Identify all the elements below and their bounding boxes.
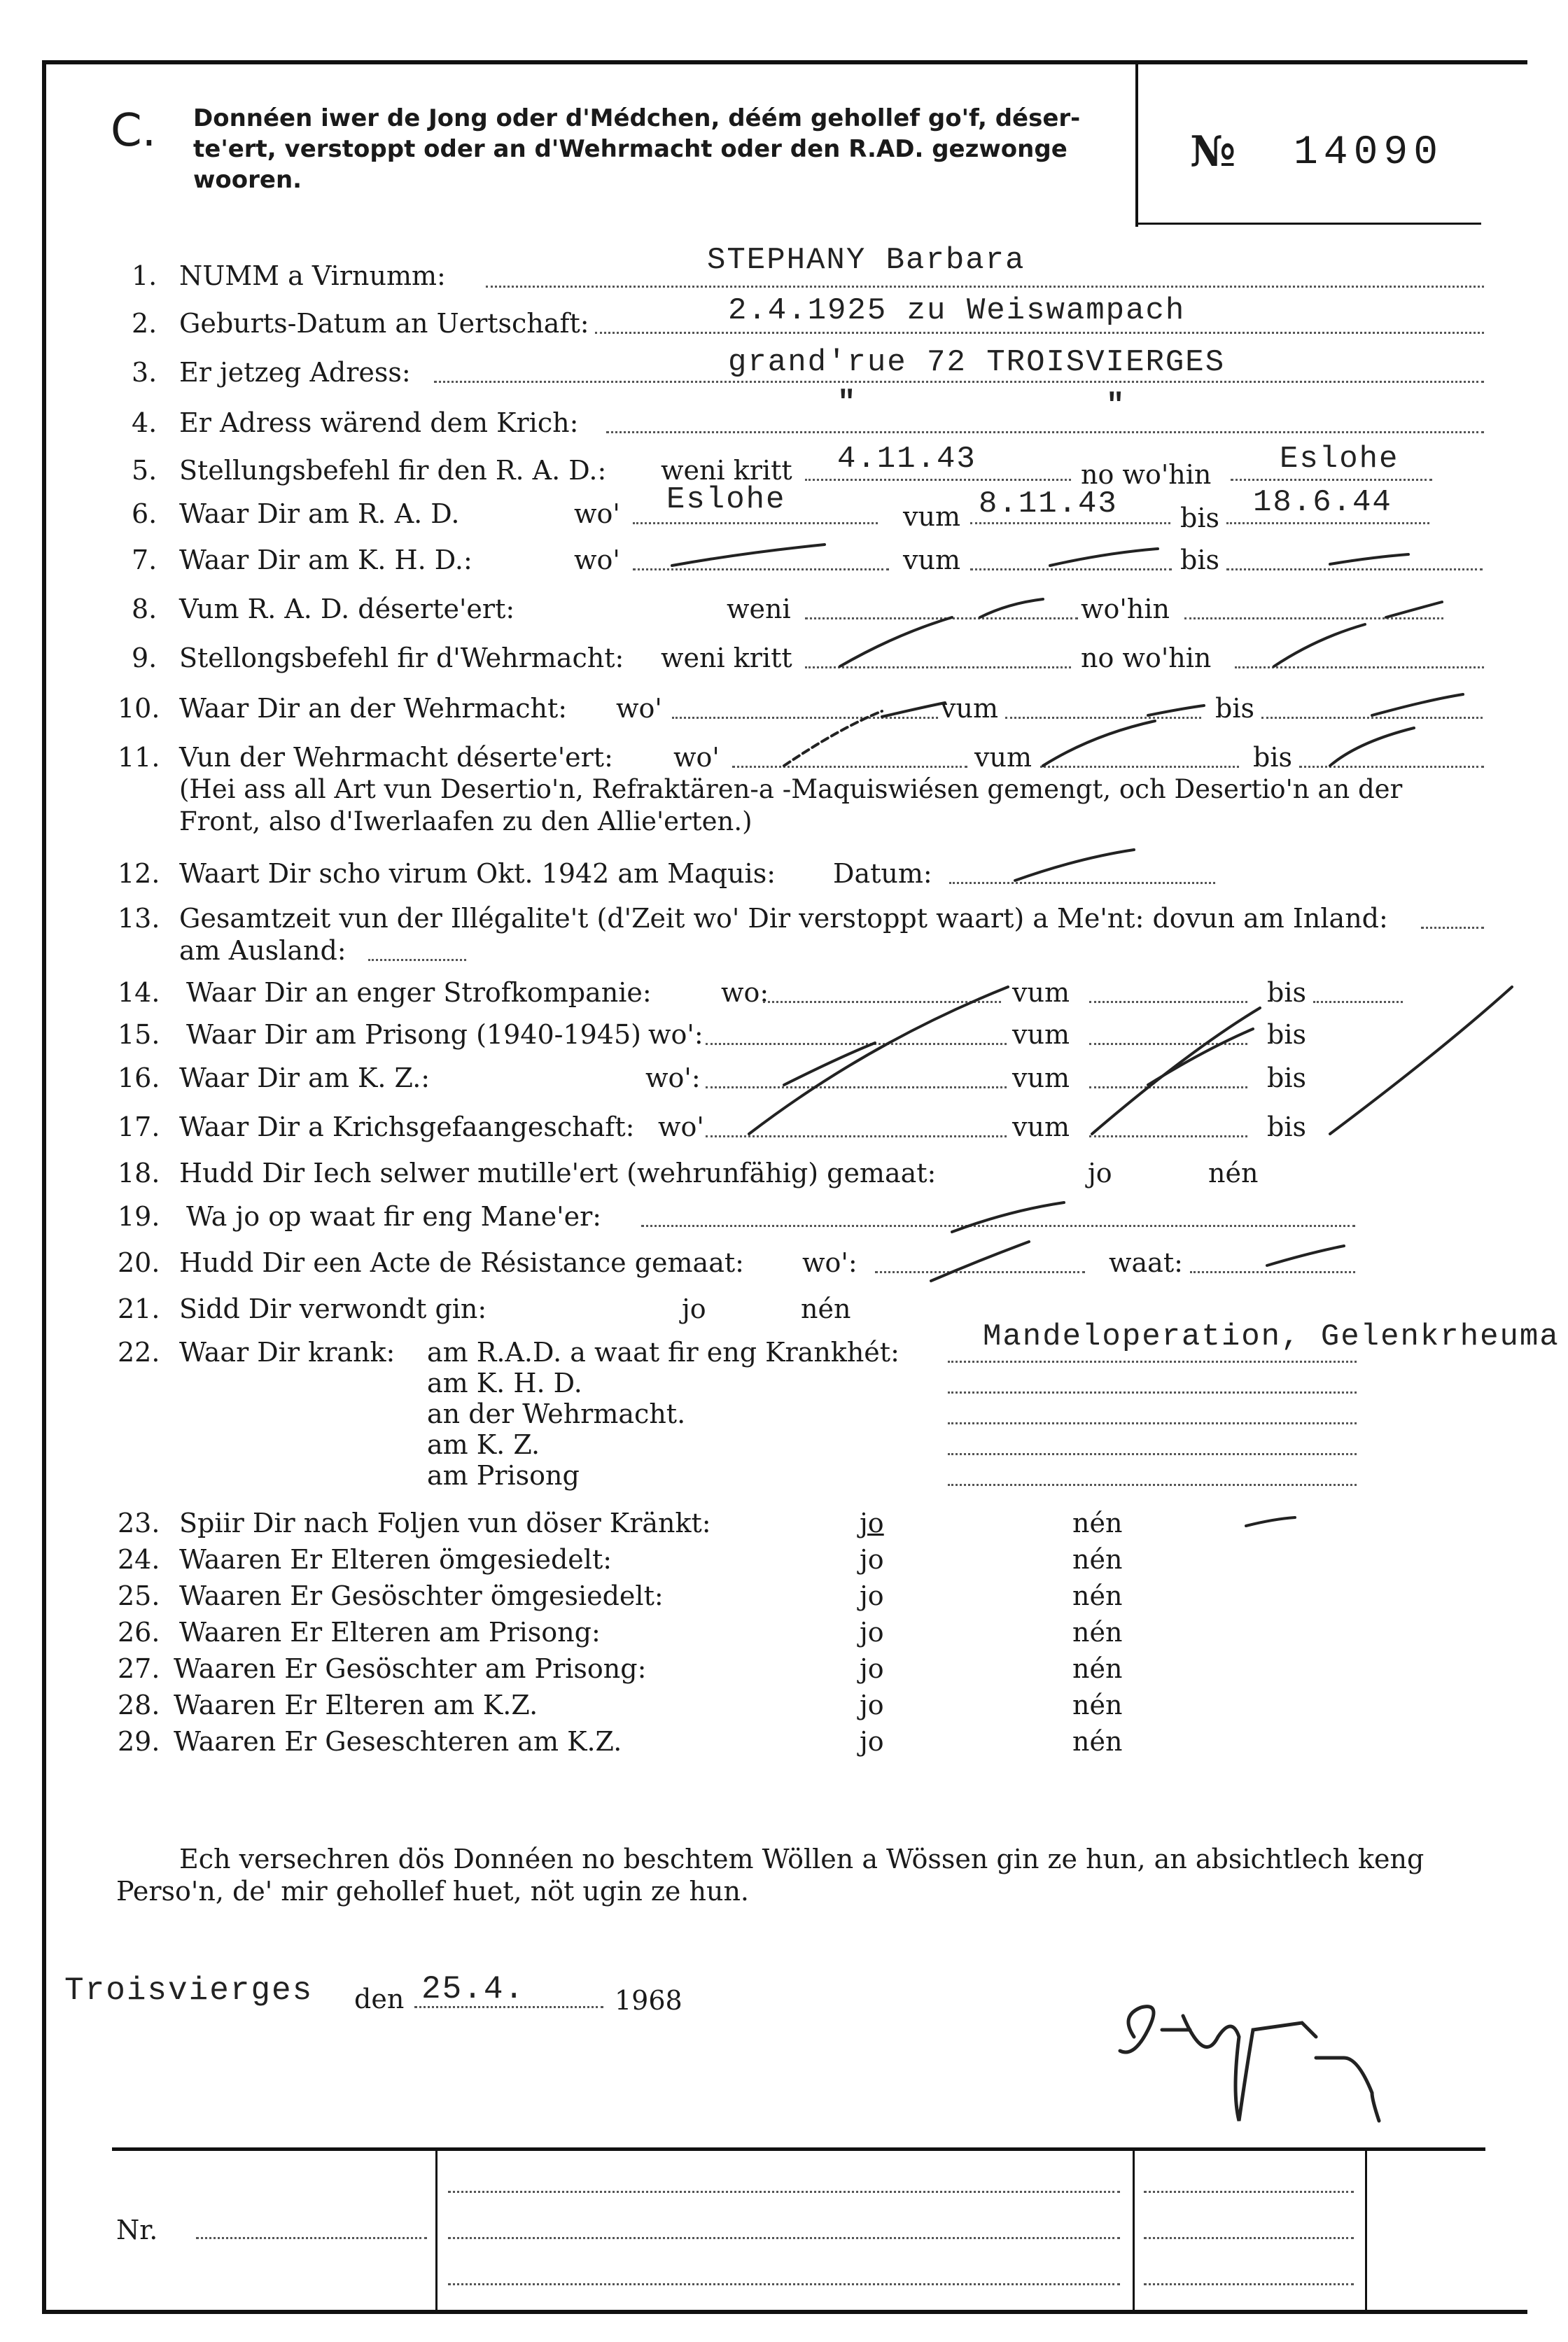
row-21-label: Sidd Dir verwondt gin: [179, 1293, 487, 1324]
row-5-weni-kritt: weni kritt [661, 455, 792, 486]
strike-row-11-b [1043, 721, 1155, 766]
row-7-wo: wo' [574, 545, 620, 575]
row-23-yes[interactable]: jo [860, 1508, 884, 1538]
row-15-label: Waar Dir am Prisong (1940-1945) [186, 1019, 641, 1050]
footer-cell-line-2 [448, 2237, 1120, 2239]
row-10-dotline-2 [1005, 717, 1201, 719]
row-2-value[interactable]: 2.4.1925 zu Weiswampach [728, 293, 1186, 328]
row-20-wo: wo': [802, 1247, 858, 1278]
intro-line-3: wooren. [193, 166, 302, 194]
row-9-dotline-2 [1235, 666, 1484, 668]
strike-row-10-a [882, 703, 945, 717]
top-border [42, 60, 1527, 64]
row-16-bis: bis [1267, 1063, 1306, 1093]
strike-rows-14-17-a [749, 987, 1008, 1134]
row-13-dotline-1 [1421, 927, 1484, 929]
row-27-no[interactable]: nén [1072, 1653, 1123, 1684]
strike-row-9-a [840, 617, 952, 666]
row-22-label: Waar Dir krank: [179, 1337, 396, 1368]
row-8-dotline-2 [1184, 617, 1443, 619]
row-5-no-wohin: no wo'hin [1081, 459, 1212, 490]
row-25-yes[interactable]: jo [860, 1580, 884, 1611]
row-22-sub-rad: am R.A.D. a waat fir eng Krankhét: [427, 1337, 899, 1368]
header-divider [1135, 64, 1138, 227]
signing-date[interactable]: 25.4. [421, 1971, 526, 2007]
row-5-destination[interactable]: Eslohe [1280, 442, 1399, 477]
row-6-dotline-2 [970, 522, 1170, 524]
row-28-number: 28. [118, 1690, 160, 1720]
footer-cell-line-3 [448, 2283, 1120, 2285]
row-11-label: Vun der Wehrmacht déserte'ert: [179, 742, 613, 773]
row-14-wo: wo: [721, 977, 769, 1008]
footer-cell-line-5 [1144, 2237, 1354, 2239]
row-14-number: 14. [118, 977, 160, 1008]
footer-col-2 [1133, 2150, 1135, 2310]
header-underline [1138, 223, 1481, 225]
row-15-vum: vum [1012, 1019, 1070, 1050]
row-11-note-1: (Hei ass all Art vun Desertio'n, Refraktären-a -Maquiswiésen gemengt, och Desertio'n an der [179, 774, 1403, 804]
row-3-number: 3. [132, 357, 158, 388]
row-7-number: 7. [132, 545, 158, 575]
row-10-dotline-1 [672, 717, 938, 719]
row-17-label: Waar Dir a Krichsgefaangeschaft: [179, 1112, 635, 1142]
row-6-to-date[interactable]: 18.6.44 [1253, 485, 1392, 520]
row-20-waat: waat: [1109, 1247, 1183, 1278]
row-21-yes[interactable]: jo [682, 1293, 706, 1324]
row-9-number: 9. [132, 643, 158, 673]
row-16-label: Waar Dir am K. Z.: [179, 1063, 430, 1093]
row-24-number: 24. [118, 1544, 160, 1575]
row-29-label: Waaren Er Geseschteren am K.Z. [174, 1726, 622, 1757]
row-18-number: 18. [118, 1158, 160, 1188]
strike-row-12 [1015, 850, 1134, 881]
row-5-date[interactable]: 4.11.43 [837, 442, 976, 477]
strike-row-10-b [1148, 706, 1204, 715]
row-27-number: 27. [118, 1653, 160, 1684]
row-13-dotline-2 [368, 959, 466, 961]
footer-top-rule [112, 2147, 1485, 2151]
row-17-vum: vum [1012, 1112, 1070, 1142]
row-9-dotline-1 [805, 666, 1071, 668]
row-10-number: 10. [118, 693, 160, 724]
row-2-number: 2. [132, 308, 158, 339]
row-17-wo: wo' [658, 1112, 704, 1142]
row-19-dotline [641, 1225, 1355, 1227]
row-29-yes[interactable]: jo [860, 1726, 884, 1757]
row-13-label: Gesamtzeit vun der Illégalite't (d'Zeit wo' Dir verstoppt waart) a Me'nt: dovun am Inland: [179, 903, 1388, 934]
row-23-no[interactable]: nén [1072, 1508, 1123, 1538]
row-11-dotline-3 [1299, 766, 1484, 768]
strike-row-23 [1246, 1517, 1295, 1526]
row-2-label: Geburts-Datum an Uertschaft: [179, 308, 589, 339]
row-14-dotline-3 [1313, 1001, 1403, 1003]
footer-cell-line-1 [448, 2191, 1120, 2193]
row-6-wo: wo' [574, 498, 620, 529]
row-12-number: 12. [118, 858, 160, 889]
row-25-number: 25. [118, 1580, 160, 1611]
row-10-label: Waar Dir an der Wehrmacht: [179, 693, 568, 724]
number-sign: № [1190, 127, 1236, 176]
row-8-number: 8. [132, 594, 158, 624]
row-22-sub-wehrmacht: an der Wehrmacht. [427, 1398, 686, 1429]
row-7-label: Waar Dir am K. H. D.: [179, 545, 472, 575]
strike-row-11-c [1330, 728, 1414, 766]
strike-rows-14-17-b [1092, 1008, 1260, 1134]
row-15-bis: bis [1267, 1019, 1306, 1050]
signing-year: 1968 [615, 1985, 682, 2016]
row-8-wohin: wo'hin [1081, 594, 1170, 624]
row-26-label: Waaren Er Elteren am Prisong: [179, 1617, 601, 1648]
row-20-dotline-1 [875, 1271, 1085, 1273]
row-29-no[interactable]: nén [1072, 1726, 1123, 1757]
row-3-label: Er jetzeg Adress: [179, 357, 411, 388]
row-7-bis: bis [1180, 545, 1219, 575]
row-7-dotline-2 [970, 568, 1172, 570]
strike-row-19 [952, 1202, 1064, 1232]
strike-rows-14-17-c [1330, 987, 1512, 1134]
strike-row-8-a [980, 599, 1043, 617]
row-5-number: 5. [132, 455, 158, 486]
strike-row-9-b [1274, 624, 1365, 666]
row-23-number: 23. [118, 1508, 160, 1538]
row-1-value[interactable]: STEPHANY Barbara [707, 243, 1026, 278]
intro-line-2: te'ert, verstoppt oder an d'Wehrmacht oder den R.AD. gezwonge [193, 135, 1068, 163]
row-4-ditto-2[interactable]: " [1106, 388, 1126, 423]
row-5-label: Stellungsbefehl fir den R. A. D.: [179, 455, 607, 486]
row-24-label: Waaren Er Elteren ömgesiedelt: [179, 1544, 612, 1575]
bottom-border [42, 2310, 1527, 2314]
row-3-value[interactable]: grand'rue 72 TROISVIERGES [728, 345, 1226, 380]
row-22-illness-value[interactable]: Mandeloperation, Gelenkrheuma [983, 1320, 1560, 1354]
row-9-no-wohin: no wo'hin [1081, 643, 1212, 673]
row-26-no[interactable]: nén [1072, 1617, 1123, 1648]
row-13-label-2: am Ausland: [179, 935, 346, 966]
row-22-sub-prisong: am Prisong [427, 1460, 580, 1491]
row-28-no[interactable]: nén [1072, 1690, 1123, 1720]
row-17-number: 17. [118, 1112, 160, 1142]
footer-nr-dotline [196, 2237, 427, 2239]
footer-col-1 [435, 2150, 438, 2310]
row-11-number: 11. [118, 742, 160, 773]
row-11-vum: vum [974, 742, 1032, 773]
row-14-bis: bis [1267, 977, 1306, 1008]
row-15-dotline-1 [706, 1043, 1007, 1045]
strike-rows-15-16-b [1148, 1029, 1253, 1085]
row-5-dotline-1 [805, 479, 1071, 481]
row-10-vum: vum [941, 693, 998, 724]
row-26-number: 26. [118, 1617, 160, 1648]
strike-row-20-a [931, 1242, 1029, 1281]
row-6-bis: bis [1180, 503, 1219, 533]
strike-rows-15-16-a [784, 1043, 875, 1085]
row-8-weni: weni [727, 594, 791, 624]
row-4-dotline [606, 431, 1484, 433]
row-7-dotline-3 [1226, 568, 1483, 570]
row-24-no[interactable]: nén [1072, 1544, 1123, 1575]
row-14-dotline-1 [763, 1001, 1001, 1003]
row-21-no[interactable]: nén [801, 1293, 851, 1324]
declaration-line-1: Ech versechren dös Donnéen no beschtem Wöllen a Wössen gin ze hun, an absichtlech keng [179, 1844, 1424, 1874]
row-14-label: Waar Dir an enger Strofkompanie: [186, 977, 652, 1008]
row-4-ditto-1[interactable]: " [837, 386, 858, 421]
row-19-number: 19. [118, 1201, 160, 1232]
row-14-vum: vum [1012, 977, 1070, 1008]
footer-cell-line-6 [1144, 2283, 1354, 2285]
row-10-dotline-3 [1261, 717, 1483, 719]
row-17-bis: bis [1267, 1112, 1306, 1142]
footer-cell-line-4 [1144, 2191, 1354, 2193]
row-11-wo: wo' [673, 742, 720, 773]
left-border [42, 60, 46, 2314]
row-15-wo: wo': [648, 1019, 704, 1050]
row-13-number: 13. [118, 903, 160, 934]
row-7-dotline-1 [633, 568, 889, 570]
row-18-no[interactable]: nén [1208, 1158, 1259, 1188]
row-19-label: Wa jo op waat fir eng Mane'er: [186, 1201, 602, 1232]
row-10-bis: bis [1215, 693, 1254, 724]
row-29-number: 29. [118, 1726, 160, 1757]
row-6-vum: vum [903, 501, 960, 532]
row-18-label: Hudd Dir Iech selwer mutille'ert (wehrunfähig) gemaat: [179, 1158, 937, 1188]
row-22-dotline-2 [948, 1391, 1357, 1394]
row-9-weni-kritt: weni kritt [661, 643, 792, 673]
row-28-yes[interactable]: jo [860, 1690, 884, 1720]
row-24-yes[interactable]: jo [860, 1544, 884, 1575]
strike-row-11-a [784, 711, 882, 766]
row-6-label: Waar Dir am R. A. D. [179, 498, 460, 529]
row-22-sub-khd: am K. H. D. [427, 1368, 582, 1398]
row-6-number: 6. [132, 498, 158, 529]
row-6-dotline-1 [633, 522, 878, 524]
footer-nr-label: Nr. [116, 2215, 158, 2245]
row-9-label: Stellongsbefehl fir d'Wehrmacht: [179, 643, 624, 673]
row-6-from-date[interactable]: 8.11.43 [979, 486, 1118, 521]
strike-row-10-c [1372, 694, 1463, 715]
row-7-vum: vum [903, 545, 960, 575]
row-22-number: 22. [118, 1337, 160, 1368]
strike-row-7-a [672, 545, 825, 566]
row-25-label: Waaren Er Gesöschter ömgesiedelt: [179, 1580, 664, 1611]
section-letter: C. [111, 105, 157, 157]
row-2-dotline [595, 332, 1484, 334]
signing-place[interactable]: Troisvierges [64, 1972, 314, 2009]
row-22-dotline-3 [948, 1422, 1357, 1424]
row-15-dotline-2 [1089, 1043, 1247, 1045]
strike-row-7-b [1050, 549, 1158, 566]
row-1-number: 1. [132, 260, 158, 291]
row-22-dotline-1 [948, 1361, 1357, 1363]
row-16-vum: vum [1012, 1063, 1070, 1093]
row-1-dotline [486, 286, 1484, 288]
row-26-yes[interactable]: jo [860, 1617, 884, 1648]
row-25-no[interactable]: nén [1072, 1580, 1123, 1611]
row-12-label: Waart Dir scho virum Okt. 1942 am Maquis: [179, 858, 776, 889]
row-20-number: 20. [118, 1247, 160, 1278]
strike-row-7-c [1330, 554, 1408, 564]
row-3-dotline [434, 381, 1484, 383]
row-22-dotline-4 [948, 1453, 1357, 1455]
row-4-number: 4. [132, 407, 158, 438]
row-20-dotline-2 [1190, 1271, 1355, 1273]
signature-scribble [1120, 2007, 1379, 2121]
row-27-yes[interactable]: jo [860, 1653, 884, 1684]
row-6-place[interactable]: Eslohe [666, 482, 786, 517]
row-22-dotline-5 [948, 1484, 1357, 1486]
intro-line-1: Donnéen iwer de Jong oder d'Médchen, déém gehollef go'f, déser- [193, 104, 1081, 132]
signing-den: den [354, 1984, 405, 2014]
footer-col-3 [1365, 2150, 1367, 2310]
row-11-bis: bis [1253, 742, 1292, 773]
row-11-dotline-1 [732, 766, 967, 768]
row-8-dotline-1 [805, 617, 1078, 619]
row-16-dotline-2 [1089, 1086, 1247, 1088]
row-22-sub-kz: am K. Z. [427, 1429, 540, 1460]
row-10-wo: wo' [616, 693, 662, 724]
row-6-dotline-3 [1226, 522, 1429, 524]
row-12-dotline [949, 882, 1215, 884]
row-8-label: Vum R. A. D. déserte'ert: [179, 594, 515, 624]
row-17-dotline-1 [706, 1135, 1007, 1137]
row-23-label: Spiir Dir nach Foljen vun döser Kränkt: [179, 1508, 711, 1538]
row-16-number: 16. [118, 1063, 160, 1093]
row-18-yes[interactable]: jo [1088, 1158, 1112, 1188]
row-28-label: Waaren Er Elteren am K.Z. [174, 1690, 538, 1720]
row-5-dotline-2 [1231, 479, 1432, 481]
row-27-label: Waaren Er Gesöschter am Prisong: [174, 1653, 647, 1684]
row-20-label: Hudd Dir een Acte de Résistance gemaat: [179, 1247, 744, 1278]
row-17-dotline-2 [1089, 1135, 1247, 1137]
row-21-number: 21. [118, 1293, 160, 1324]
row-15-number: 15. [118, 1019, 160, 1050]
row-1-label: NUMM a Virnumm: [179, 260, 446, 291]
strike-row-8-b [1386, 602, 1442, 617]
row-14-dotline-2 [1089, 1001, 1247, 1003]
row-11-note-2: Front, also d'Iwerlaafen zu den Allie'erten.) [179, 806, 752, 836]
row-12-datum: Datum: [833, 858, 932, 889]
row-16-dotline-1 [706, 1086, 1007, 1088]
row-4-label: Er Adress wärend dem Krich: [179, 407, 579, 438]
strike-row-20-b [1267, 1246, 1344, 1265]
declaration-line-2: Perso'n, de' mir gehollef huet, nöt ugin ze hun. [116, 1876, 750, 1907]
row-16-wo: wo': [645, 1063, 701, 1093]
form-number: 14090 [1294, 130, 1444, 176]
row-11-dotline-2 [1040, 766, 1239, 768]
